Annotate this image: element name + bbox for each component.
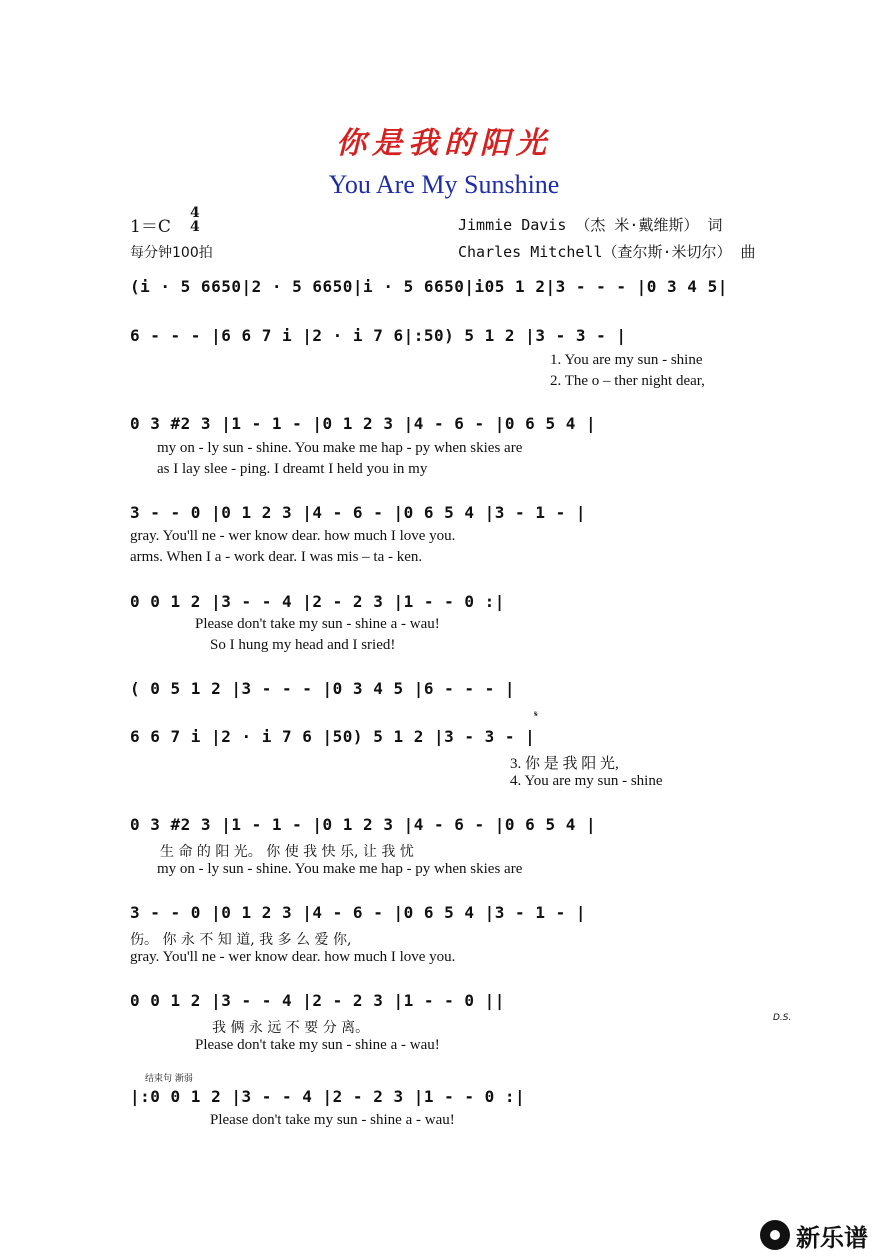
lyric-line: 2. The o – ther night dear,	[550, 373, 705, 389]
lyric-line: my on - ly sun - shine. You make me hap - py when skies are	[157, 440, 523, 456]
tempo-marking: 每分钟100拍	[130, 245, 213, 261]
record-icon	[760, 1220, 790, 1250]
lyric-line: 我 俩 永 远 不 要 分 离。	[212, 1020, 370, 1036]
song-title-chinese: 你是我的阳光	[336, 126, 552, 161]
time-signature	[190, 206, 200, 234]
notation-row-4: 3 - - 0 |0 1 2 3 |4 - 6 - |0 6 5 4 |3 - 1 - |	[130, 503, 586, 522]
lyric-line: 伤。 你 永 不 知 道, 我 多 么 爱 你,	[130, 932, 352, 948]
lyric-line: Please don't take my sun - shine a - wau!	[195, 616, 440, 632]
lyricist-credit: Jimmie Davis （杰 米·戴维斯） 词	[458, 216, 723, 234]
notation-row-10: 0 0 1 2 |3 - - 4 |2 - 2 3 |1 - - 0 ||	[130, 991, 505, 1010]
ds-mark: D.S.	[773, 1013, 792, 1023]
key-signature: 1＝C	[130, 217, 171, 237]
lyric-line: Please don't take my sun - shine a - wau!	[195, 1037, 440, 1053]
lyric-line: Please don't take my sun - shine a - wau!	[210, 1112, 455, 1128]
composer-credit: Charles Mitchell（查尔斯·米切尔） 曲	[458, 243, 756, 261]
notation-row-5: 0 0 1 2 |3 - - 4 |2 - 2 3 |1 - - 0 :|	[130, 592, 505, 611]
lyric-line: gray. You'll ne - wer know dear. how much I love you.	[130, 949, 456, 965]
segno-sign: 𝄋	[534, 710, 538, 720]
lyric-line: 4. You are my sun - shine	[510, 773, 663, 789]
song-title-english: You Are My Sunshine	[328, 170, 560, 199]
notation-row-2: 6 - - - |6 6 7 i |2 · i 7 6|:50) 5 1 2 |3 - 3 - |	[130, 326, 627, 345]
notation-row-8: 0 3 #2 3 |1 - 1 - |0 1 2 3 |4 - 6 - |0 6 5 4 |	[130, 815, 597, 834]
logo-text: 新乐谱	[796, 1224, 868, 1252]
lyric-line: my on - ly sun - shine. You make me hap - py when skies are	[157, 861, 523, 877]
lyric-line: 3. 你 是 我 阳 光,	[510, 756, 619, 772]
lyric-line: gray. You'll ne - wer know dear. how much I love you.	[130, 528, 456, 544]
lyric-line: as I lay slee - ping. I dreamt I held you in my	[157, 461, 428, 477]
ending-instruction: 结束句 渐弱	[145, 1074, 193, 1084]
time-signature-bottom: 4	[190, 219, 200, 235]
time-signature-top: 4	[190, 205, 200, 221]
notation-row-7: 6 6 7 i |2 · i 7 6 |50) 5 1 2 |3 - 3 - |	[130, 727, 536, 746]
site-logo	[760, 1218, 880, 1252]
lyric-line: 1. You are my sun - shine	[550, 352, 703, 368]
lyric-line: So I hung my head and I sried!	[210, 637, 396, 653]
notation-row-6: ( 0 5 1 2 |3 - - - |0 3 4 5 |6 - - - |	[130, 679, 516, 698]
lyric-line: 生 命 的 阳 光。 你 使 我 快 乐, 让 我 忧	[160, 844, 414, 860]
notation-row-1: (i · 5 6650|2 · 5 6650|i · 5 6650|i05 1 2|3 - - - |0 3 4 5|	[130, 277, 728, 296]
lyric-line: arms. When I a - work dear. I was mis – ta - ken.	[130, 549, 423, 565]
notation-row-9: 3 - - 0 |0 1 2 3 |4 - 6 - |0 6 5 4 |3 - 1 - |	[130, 903, 586, 922]
notation-row-3: 0 3 #2 3 |1 - 1 - |0 1 2 3 |4 - 6 - |0 6 5 4 |	[130, 414, 597, 433]
notation-row-11: |:0 0 1 2 |3 - - 4 |2 - 2 3 |1 - - 0 :|	[130, 1087, 526, 1106]
